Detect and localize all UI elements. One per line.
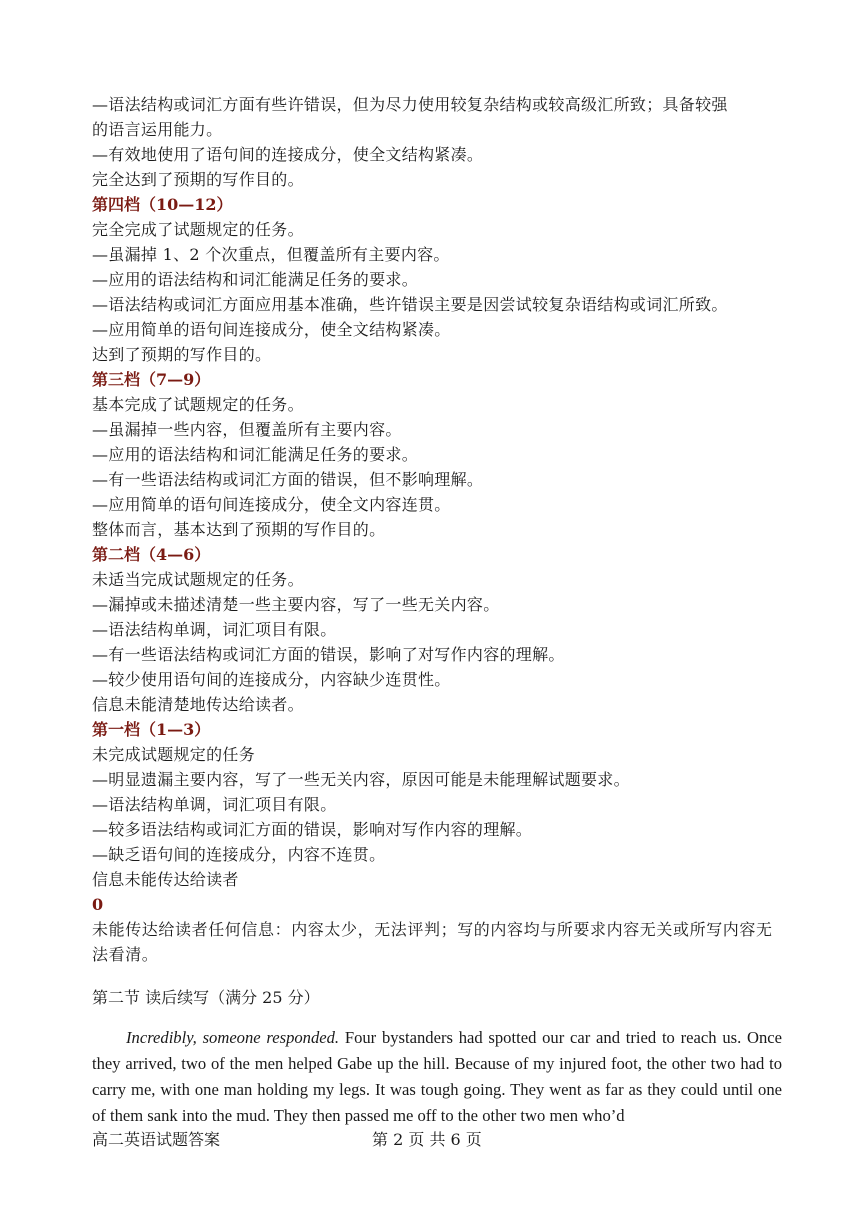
section2-passage — [92, 1025, 782, 1129]
text-line: —应用的语法结构和词汇能满足任务的要求。 — [92, 270, 419, 289]
text-line: —虽漏掉一些内容，但覆盖所有主要内容。 — [92, 420, 402, 439]
text-line: 基本完成了试题规定的任务。 — [92, 395, 304, 414]
grade3-heading: 第三档（7—9） — [92, 370, 211, 389]
text-line: —虽漏掉 1、2 个次重点，但覆盖所有主要内容。 — [92, 245, 450, 264]
spacer — [92, 967, 782, 985]
text-line: 信息未能清楚地传达给读者。 — [92, 695, 304, 714]
text-line: —语法结构或词汇方面有些许错误，但为尽力使用较复杂结构或较高级汇所致；具备较强 — [92, 95, 728, 114]
text-line: —应用简单的语句间连接成分，使全文内容连贯。 — [92, 495, 451, 514]
grade1-heading: 第一档（1—3） — [92, 720, 211, 739]
passage-lead: Incredibly, someone responded. — [126, 1028, 340, 1047]
text-line: —语法结构单调，词汇项目有限。 — [92, 620, 337, 639]
spacer — [92, 1010, 782, 1025]
section2-title: 第二节 读后续写（满分 25 分） — [92, 988, 320, 1007]
text-line: —语法结构或词汇方面应用基本准确，些许错误主要是因尝试较复杂语结构或词汇所致。 — [92, 295, 728, 314]
text-line: —明显遗漏主要内容，写了一些无关内容，原因可能是未能理解试题要求。 — [92, 770, 630, 789]
text-line: —应用简单的语句间连接成分，使全文结构紧凑。 — [92, 320, 451, 339]
page-footer — [92, 1128, 782, 1152]
grade0-text: 未能传达给读者任何信息：内容太少，无法评判；写的内容均与所要求内容无关或所写内容无法看清。 — [92, 920, 773, 964]
grade4-heading: 第四档（10—12） — [92, 195, 233, 214]
text-line: —缺乏语句间的连接成分，内容不连贯。 — [92, 845, 386, 864]
text-line: 的语言运用能力。 — [92, 120, 223, 139]
text-line: —有一些语法结构或词汇方面的错误，影响了对写作内容的理解。 — [92, 645, 565, 664]
passage-body: Four bystanders had spotted our car and tried to reach us. Once they arrived, two of the men helped Gabe up the hill. Because of my injured foot, the other two had to carry me, with one man holding my legs. It was tough going. They went as far as they could until one of them sank into the mud. They then passed me off to the other two men who’d — [92, 1028, 782, 1125]
text-line: 达到了预期的写作目的。 — [92, 345, 272, 364]
text-line: 未完成试题规定的任务 — [92, 745, 256, 764]
text-line: —语法结构单调，词汇项目有限。 — [92, 795, 337, 814]
text-line: —较少使用语句间的连接成分，内容缺少连贯性。 — [92, 670, 451, 689]
text-line: —较多语法结构或词汇方面的错误，影响对写作内容的理解。 — [92, 820, 533, 839]
text-line: —有效地使用了语句间的连接成分，使全文结构紧凑。 — [92, 145, 484, 164]
text-line: 信息未能传达给读者 — [92, 870, 239, 889]
grade2-heading: 第二档（4—6） — [92, 545, 211, 564]
document-body — [92, 92, 782, 1129]
text-line: 未适当完成试题规定的任务。 — [92, 570, 304, 589]
footer-title: 高二英语试题答案 — [92, 1130, 221, 1149]
text-line: 完全达到了预期的写作目的。 — [92, 170, 304, 189]
page-number: 第 2 页 共 6 页 — [372, 1130, 482, 1149]
text-line: —漏掉或未描述清楚一些主要内容，写了一些无关内容。 — [92, 595, 500, 614]
text-line: —有一些语法结构或词汇方面的错误，但不影响理解。 — [92, 470, 484, 489]
text-line: —应用的语法结构和词汇能满足任务的要求。 — [92, 445, 419, 464]
text-line: 整体而言，基本达到了预期的写作目的。 — [92, 520, 386, 539]
grade0-heading: 0 — [92, 895, 104, 914]
text-line: 完全完成了试题规定的任务。 — [92, 220, 304, 239]
